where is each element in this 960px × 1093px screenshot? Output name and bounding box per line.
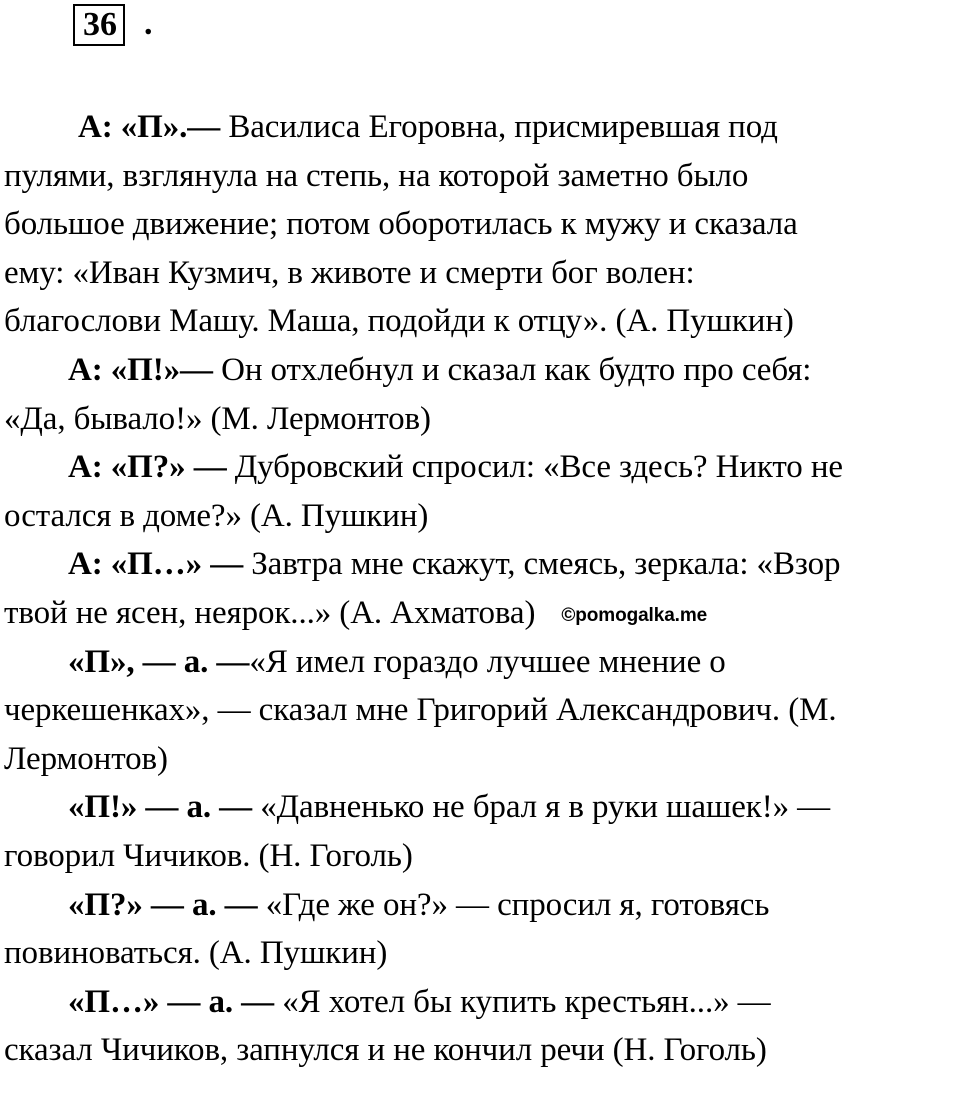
text-line — [4, 735, 960, 784]
sentence-text: «Давненько не брал я в руки шашек!» — — [252, 789, 831, 826]
watermark: ©pomogalka.me — [561, 604, 708, 626]
text-line — [4, 978, 960, 1027]
sentence-text: Завтра мне скажут, смеясь, зеркала: «Взор — [243, 546, 841, 583]
sentence-text: «Я имел гораздо лучшее мнение о — [249, 643, 726, 680]
exercise-text — [4, 103, 960, 1075]
scheme-label: А: «П?» — — [68, 449, 227, 486]
scheme-label: «П!» — а. — — [68, 789, 253, 826]
sentence-text: благослови Машу. Маша, подойди к отцу». (А. Пушкин) — [4, 303, 794, 340]
text-line — [4, 638, 960, 687]
scheme-label: А: «П!»— — [68, 351, 213, 388]
sentence-text: «Я хотел бы купить крестьян...» — — [274, 983, 771, 1020]
text-line — [4, 249, 960, 298]
sentence-text: большое движение; потом оборотилась к мужу и сказала — [4, 206, 798, 243]
sentence-text: сказал Чичиков, запнулся и не кончил речи (Н. Гоголь) — [4, 1032, 767, 1069]
text-line — [4, 1026, 960, 1075]
sentence-text: пулями, взглянула на степь, на которой заметно было — [4, 157, 749, 194]
text-line — [4, 346, 960, 395]
scheme-label: «П?» — а. — — [68, 886, 258, 923]
text-line — [4, 589, 960, 638]
text-line — [4, 686, 960, 735]
text-line — [4, 832, 960, 881]
text-line — [4, 395, 960, 444]
text-line — [4, 297, 960, 346]
sentence-text: остался в доме?» (А. Пушкин) — [4, 497, 429, 534]
text-line — [4, 929, 960, 978]
scheme-label: А: «П…» — — [68, 546, 244, 583]
exercise-number: 36 — [83, 6, 117, 43]
exercise-number-box — [73, 4, 125, 46]
text-line — [4, 881, 960, 930]
scheme-label: «П», — а. — — [68, 643, 250, 680]
sentence-text: ему: «Иван Кузмич, в животе и смерти бог волен: — [4, 254, 695, 291]
sentence-text: Он отхлебнул и сказал как будто про себя: — [212, 351, 812, 388]
sentence-text: «Где же он?» — спросил я, готовясь — [257, 886, 770, 923]
sentence-text: Дубровский спросил: «Все здесь? Никто не — [226, 449, 843, 486]
text-line — [4, 783, 960, 832]
sentence-text: Лермонтов) — [4, 740, 168, 777]
exercise-number-dot: . — [144, 5, 153, 42]
sentence-text: Василиса Егоровна, присмиревшая под — [220, 109, 778, 145]
sentence-text: повиноваться. (А. Пушкин) — [4, 935, 388, 972]
text-line — [4, 200, 960, 249]
scheme-label: «П…» — а. — — [68, 983, 275, 1020]
text-line — [4, 492, 960, 541]
sentence-text: говорил Чичиков. (Н. Гоголь) — [4, 837, 413, 874]
text-line — [4, 443, 960, 492]
scheme-label: А: «П».— — [78, 109, 221, 145]
sentence-text: черкешенках», — сказал мне Григорий Александрович. (М. — [4, 692, 837, 729]
text-line — [4, 152, 960, 201]
text-line — [4, 540, 960, 589]
text-line — [4, 103, 960, 152]
sentence-text: «Да, бывало!» (М. Лермонтов) — [4, 400, 431, 437]
sentence-text: твой не ясен, неярок...» (А. Ахматова) — [4, 594, 536, 631]
